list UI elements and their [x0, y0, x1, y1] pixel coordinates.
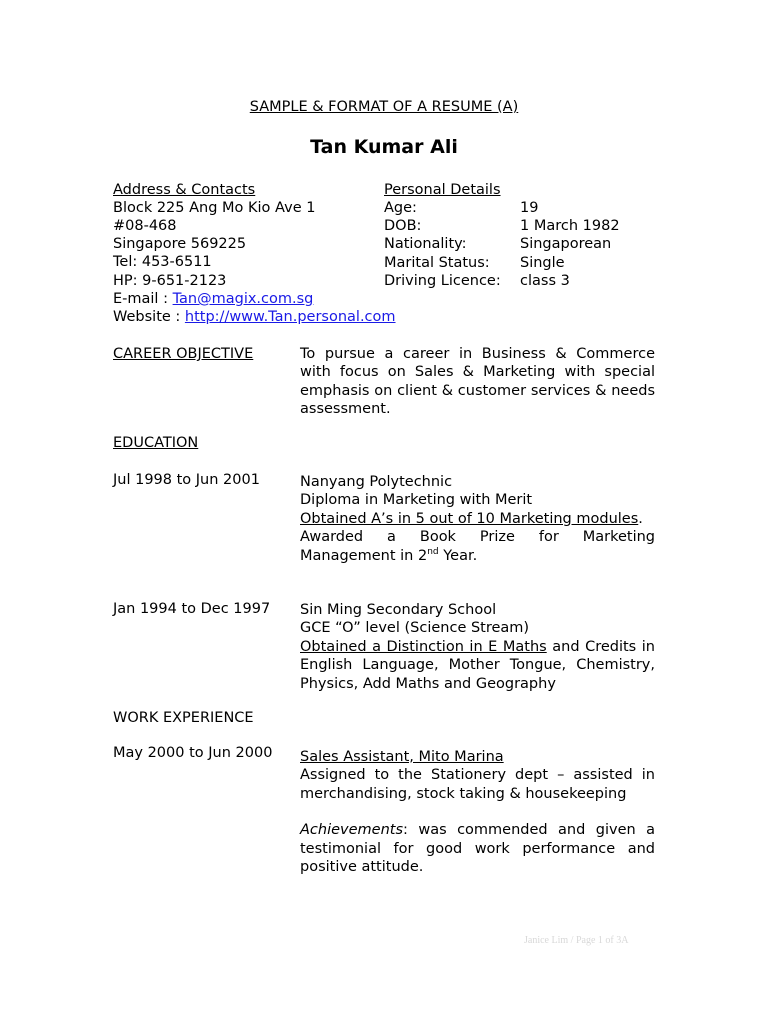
career-objective-heading: CAREER OBJECTIVE — [113, 346, 254, 362]
website-label: Website : — [113, 309, 185, 325]
website-row — [113, 308, 396, 326]
education-entry-2 — [300, 601, 655, 693]
website-link[interactable]: http://www.Tan.personal.com — [184, 309, 396, 325]
achievements — [300, 821, 655, 876]
email-label: E-mail : — [113, 291, 173, 307]
achievements-label: Achievements — [300, 822, 404, 839]
nationality-value: Singaporean — [520, 236, 612, 252]
highlight-text: Obtained A’s in 5 out of 10 Marketing modules — [300, 510, 639, 527]
work-period-1: May 2000 to Jun 2000 — [113, 745, 273, 761]
address-line-1: Block 225 Ang Mo Kio Ave 1 — [113, 200, 316, 216]
nationality-label: Nationality: — [384, 236, 467, 252]
career-objective-text: To pursue a career in Business & Commerce with focus on Sales & Marketing with special emphasis on client & customer services & needs assessment. — [300, 346, 655, 418]
age-value: 19 — [520, 200, 539, 216]
school-name: Sin Ming Secondary School — [300, 602, 497, 618]
award — [300, 528, 655, 565]
highlight-end: . — [638, 510, 643, 527]
dob-label: DOB: — [384, 218, 422, 234]
award-end: Year. — [438, 547, 478, 564]
marital-status-value: Single — [520, 255, 565, 271]
footer-author: Janice Lim — [524, 935, 569, 946]
handphone: HP: 9-651-2123 — [113, 273, 227, 289]
award-text: Awarded a Book Prize for Marketing Management in 2 — [300, 529, 655, 564]
education-heading: EDUCATION — [113, 435, 199, 451]
qualification: Diploma in Marketing with Merit — [300, 492, 533, 509]
applicant-name: Tan Kumar Ali — [310, 136, 458, 158]
spacer — [300, 803, 655, 821]
highlight-text: Obtained a Distinction in E Maths — [300, 638, 547, 655]
achievements-text: : was commended and given a testimonial for good work performance and positive attitude. — [300, 822, 655, 876]
address-line-3: Singapore 569225 — [113, 236, 247, 252]
footer-page: Page 1 of 3A — [575, 935, 629, 946]
address-line-2: #08-468 — [113, 218, 177, 234]
address-heading: Address & Contacts — [113, 182, 256, 198]
education-period-2: Jan 1994 to Dec 1997 — [113, 601, 271, 617]
job-position: Sales Assistant, Mito Marina — [300, 749, 504, 765]
highlight — [300, 510, 655, 528]
work-entry-1 — [300, 748, 655, 876]
driving-licence-label: Driving Licence: — [384, 273, 501, 289]
dob-value: 1 March 1982 — [520, 218, 620, 234]
qualification: GCE “O” level (Science Stream) — [300, 620, 530, 637]
document-title: SAMPLE & FORMAT OF A RESUME (A) — [249, 99, 519, 115]
marital-status-label: Marital Status: — [384, 255, 490, 271]
highlight — [300, 638, 655, 693]
page-footer: Janice Lim / Page 1 of 3A — [524, 935, 629, 946]
driving-licence-value: class 3 — [520, 273, 570, 289]
highlight-rest: and Credits in English Language, Mother Tongue, Chemistry, Physics, Add Maths and Geography — [300, 638, 655, 692]
school-name: Nanyang Polytechnic — [300, 474, 453, 490]
work-experience-heading: WORK EXPERIENCE — [113, 710, 254, 726]
education-period-1: Jul 1998 to Jun 2001 — [113, 472, 260, 488]
award-superscript: nd — [427, 546, 439, 557]
age-label: Age: — [384, 200, 417, 216]
telephone: Tel: 453-6511 — [113, 254, 212, 270]
email-row — [113, 290, 313, 308]
personal-heading: Personal Details — [384, 182, 501, 198]
education-entry-1 — [300, 473, 655, 565]
job-description: Assigned to the Stationery dept – assisted in merchandising, stock taking & housekeeping — [300, 767, 655, 802]
email-link[interactable]: Tan@magix.com.sg — [172, 291, 314, 307]
